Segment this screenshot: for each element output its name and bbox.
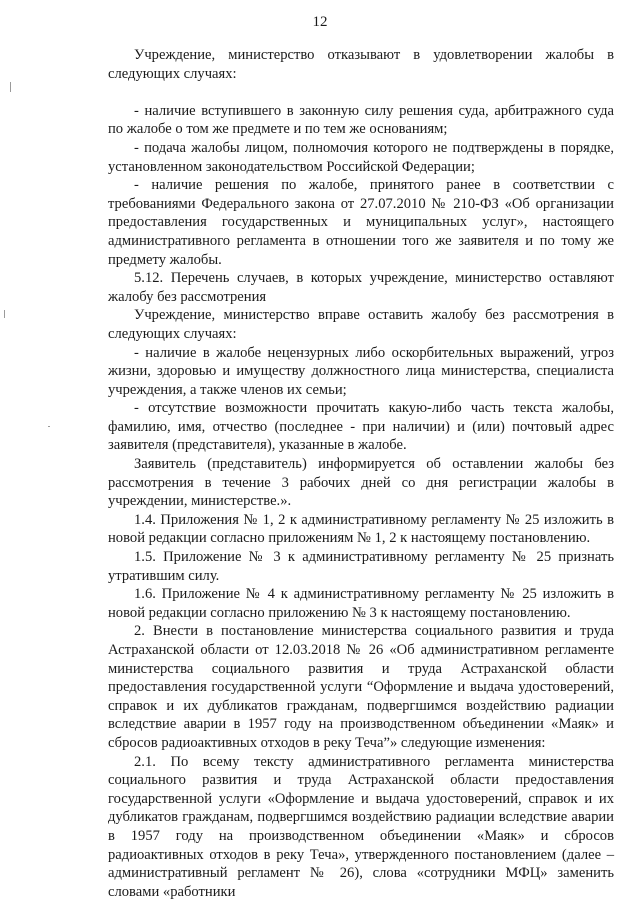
paragraph-item-2-1: 2.1. По всему тексту административного регламента министерства социального развития и труда Астраханской области предоставления государственной услуги «Оформление и выдача удостоверений, справок и их дубликатов гражданам, подвергшимся воздействию радиации вследствие аварии в 1957 году на производственном объединении «Маяк» и сбросов радиоактивных отходов в реку Теча», утвержденного постановлением (далее – административный регламент № 26), слова «сотрудники МФЦ» заменить словами «работники (108, 753, 614, 900)
paragraph-unreadable-text: - отсутствие возможности прочитать какую-либо часть текста жалобы, фамилию, имя, отчество (последнее - при наличии) и (или) почтовый адрес заявителя (представителя), указанные в жалобе. (108, 400, 614, 454)
page-number: 12 (312, 14, 328, 30)
paragraph-item-2: 2. Внести в постановление министерства социального развития и труда Астраханской области от 12.03.2018 № 26 «Об административном регламенте министерства социального развития и труда Астраханской области предоставления государственной услуги “Оформление и выдача удостоверений, справок и их дубликатов гражданам, подвергшимся воздействию радиации вследствие аварии в 1957 году на производственном объединении «Маяк» и сбросов радиоактивных отходов в реку Теча”» следующие изменения: (108, 623, 614, 751)
paragraph-applicant-informed: Заявитель (представитель) информируется об оставлении жалобы без рассмотрения в течение 3 рабочих дней со дня регистрации жалобы в учреждении, министерстве.». (108, 456, 614, 510)
section-heading-5-12: 5.12. Перечень случаев, в которых учреждение, министерство оставляют жалобу без рассмотрения (108, 270, 614, 305)
paragraph-unconfirmed-authority: - подача жалобы лицом, полномочия которого не подтверждены в порядке, установленном законодательством Российской Федерации; (108, 139, 614, 175)
scan-edge-mark-top (10, 82, 11, 92)
paragraph-court-decision: - наличие вступившего в законную силу решения суда, арбитражного суда по жалобе о том же предмете и по тем же основаниям; (108, 102, 614, 138)
paragraph-prior-decision: - наличие решения по жалобе, принятого ранее в соответствии с требованиями Федерального закона от 27.07.2010 № 210-ФЗ «Об организации предоставления государственных и муниципальных услуг», настоящего административного регламента в отношении того же заявителя и по тому же предмету жалобы. (108, 177, 614, 268)
paragraph-refusal-intro: Учреждение, министерство отказывают в удовлетворении жалобы в следующих случаях: (108, 47, 614, 82)
paragraph-item-1-6: 1.6. Приложение № 4 к административному регламенту № 25 изложить в новой редакции согласно приложению № 3 к настоящему постановлению. (108, 586, 614, 621)
scan-edge-mark-middle (4, 310, 5, 318)
paragraph-leave-without-review: Учреждение, министерство вправе оставить жалобу без рассмотрения в следующих случаях: (108, 307, 614, 342)
paragraph-item-1-5: 1.5. Приложение № 3 к административному регламенту № 25 признать утратившим силу. (108, 549, 614, 584)
body-text (108, 46, 614, 901)
scan-edge-mark-lower (48, 426, 50, 427)
paragraph-obscene-language: - наличие в жалобе нецензурных либо оскорбительных выражений, угроз жизни, здоровью и имуществу должностного лица министерства, специалиста учреждения, а также членов их семьи; (108, 344, 614, 398)
paragraph-item-1-4: 1.4. Приложения № 1, 2 к административному регламенту № 25 изложить в новой редакции согласно приложениям № 1, 2 к настоящему постановлению. (108, 511, 614, 547)
